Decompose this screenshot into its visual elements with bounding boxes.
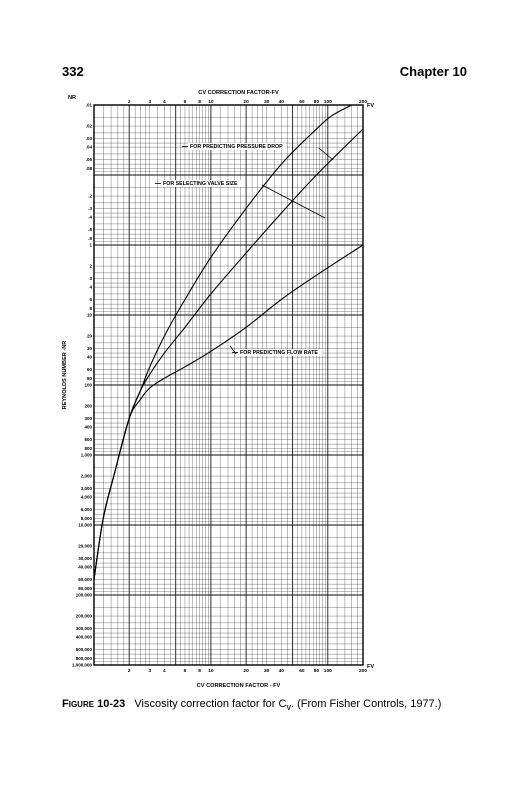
x-tick-labels-bottom (128, 668, 367, 674)
y-tick-label: 4,000 (80, 494, 92, 500)
x-tick-label-top: 80 (313, 100, 320, 105)
y-tick-labels (72, 103, 93, 668)
x-tick-label-bottom: 30 (264, 669, 270, 674)
x-tick-label-top: 2 (127, 100, 131, 105)
series-line-2 (94, 129, 363, 580)
y-tick-label: 3 (89, 275, 92, 281)
y-tick-label: 8 (89, 305, 92, 311)
page-number: 332 (62, 64, 84, 79)
y-tick-label: .02 (85, 123, 92, 129)
x-tick-label-bottom: 100 (323, 669, 332, 674)
y-tick-label: 300 (84, 415, 92, 421)
y-tick-label: 8,000 (80, 515, 92, 521)
y-tick-label: 1,000,000 (71, 662, 92, 668)
chart-curves (94, 105, 363, 580)
y-tick-label: 800 (84, 445, 92, 451)
y-tick-label: 40,000 (78, 564, 92, 570)
x-axis-end-label-top: FV (367, 103, 375, 109)
bottom-axis-label: CV CORRECTION FACTOR - FV (196, 683, 281, 689)
y-tick-label: .04 (85, 144, 92, 150)
y-tick-label: .6 (88, 227, 92, 233)
caption-subscript: v (286, 702, 292, 713)
x-tick-label-bottom: 2 (127, 669, 131, 674)
y-tick-label: 300,000 (75, 625, 92, 631)
x-tick-label-top: 8 (198, 100, 201, 105)
figure-caption (62, 698, 482, 712)
y-tick-label: 10 (86, 312, 92, 318)
y-tick-label: 200 (84, 403, 92, 409)
y-tick-label: 2 (89, 263, 92, 269)
annotation-label: FOR SELECTING VALVE SIZE (163, 181, 238, 187)
y-tick-label: .03 (85, 135, 92, 141)
x-tick-label-bottom: 80 (313, 669, 320, 674)
x-tick-label-bottom: 8 (198, 669, 201, 674)
x-tick-label-bottom: 6 (183, 669, 187, 674)
y-tick-label: 1,000 (80, 452, 92, 458)
x-tick-label-bottom: 200 (358, 669, 368, 674)
chapter-heading: Chapter 10 (399, 64, 467, 79)
caption-text: Viscosity correction factor for C (134, 698, 287, 710)
x-tick-label-bottom: 4 (163, 669, 166, 674)
y-tick-label: 30 (86, 345, 92, 351)
y-tick-label: 6,000 (80, 507, 92, 513)
y-tick-label: 60 (86, 367, 92, 373)
x-tick-label-top: 3 (148, 100, 152, 105)
series-line-3 (94, 245, 363, 580)
y-tick-label: .01 (85, 102, 92, 108)
y-axis-top-label: NR (67, 95, 77, 101)
y-tick-label: 6 (89, 297, 92, 303)
x-axis-end-label-bottom: FV (367, 664, 375, 670)
y-tick-label: 10,000 (78, 522, 92, 528)
y-tick-label: 40 (86, 354, 92, 360)
x-tick-label-bottom: 60 (299, 669, 305, 674)
y-tick-label: .8 (88, 235, 92, 241)
annotation-label: FOR PREDICTING FLOW RATE (240, 350, 318, 356)
y-tick-label: 100,000 (75, 592, 92, 598)
y-tick-label: .4 (88, 214, 92, 220)
y-tick-label: 30,000 (78, 555, 92, 561)
y-tick-label: 2,000 (80, 473, 92, 479)
y-tick-label: .08 (85, 165, 92, 171)
y-tick-label: 200,000 (75, 613, 92, 619)
caption-source: . (From Fisher Controls, 1977.) (291, 698, 442, 710)
chart-grid (94, 105, 363, 665)
y-axis-label: REYNOLDS NUMBER -NR (62, 340, 68, 410)
y-tick-label: .2 (88, 193, 92, 199)
top-axis-label: CV CORRECTION FACTOR-FV (198, 90, 279, 96)
y-tick-label: 600 (84, 437, 92, 443)
x-tick-label-bottom: 40 (278, 669, 284, 674)
x-tick-label-bottom: 10 (208, 669, 214, 674)
x-tick-label-top: 60 (299, 100, 305, 105)
y-tick-label: 20 (86, 333, 92, 339)
y-tick-label: .3 (88, 205, 92, 211)
y-tick-label: 20,000 (78, 543, 92, 549)
x-tick-label-top: 30 (264, 100, 270, 105)
y-tick-label: .06 (85, 157, 92, 163)
x-tick-label-top: 6 (183, 100, 187, 105)
x-tick-labels-top (128, 99, 367, 105)
y-tick-label: 4 (89, 284, 92, 290)
x-tick-label-bottom: 3 (148, 669, 152, 674)
y-tick-label: 100 (84, 382, 92, 388)
y-tick-label: 3,000 (80, 485, 92, 491)
y-tick-label: 400 (84, 424, 92, 430)
x-tick-label-top: 10 (208, 100, 214, 105)
y-tick-label: 400,000 (75, 634, 92, 640)
x-tick-label-top: 40 (278, 100, 284, 105)
x-tick-label-top: 20 (243, 100, 249, 105)
y-tick-label: 800,000 (75, 655, 92, 661)
y-tick-label: 80 (86, 375, 92, 381)
y-tick-label: 60,000 (78, 577, 92, 583)
x-tick-label-top: 4 (163, 100, 166, 105)
y-tick-label: 1 (89, 242, 92, 248)
annotation-label: FOR PREDICTING PRESSURE DROP (190, 144, 283, 150)
y-tick-label: 600,000 (75, 647, 92, 653)
x-tick-label-top: 200 (358, 100, 368, 105)
figure-label: Figure 10-23 (62, 698, 126, 710)
x-tick-label-top: 100 (323, 100, 332, 105)
x-tick-label-bottom: 20 (243, 669, 249, 674)
y-tick-label: 80,000 (78, 585, 92, 591)
